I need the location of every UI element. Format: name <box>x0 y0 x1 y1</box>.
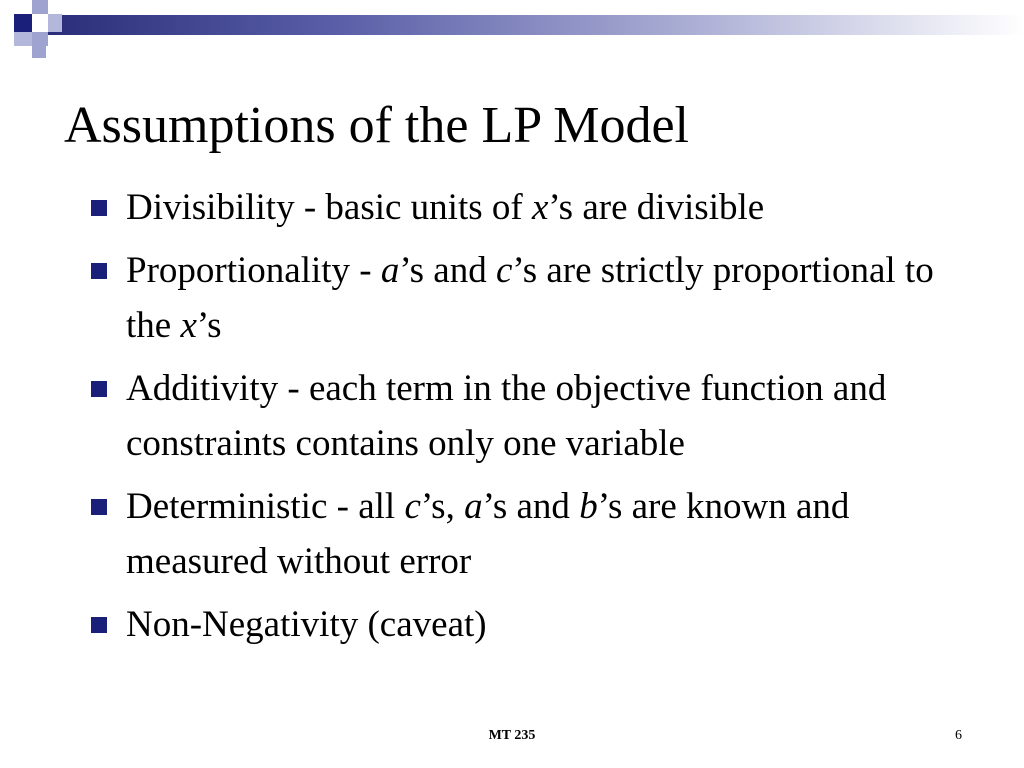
bullet-text: ’s are known and measured without error <box>126 486 850 582</box>
header-square-light-2 <box>48 14 62 32</box>
header-square-dark-1 <box>14 14 32 32</box>
bullet-list <box>88 180 968 660</box>
bullet-text: Additivity - each term in the objective function and constraints contains only one variable <box>126 368 887 464</box>
bullet-square-icon <box>91 499 107 515</box>
bullet-item <box>88 243 968 353</box>
bullet-text: Divisibility - basic units of <box>126 187 532 228</box>
bullet-item <box>88 597 968 652</box>
bullet-variable-text: c <box>495 250 513 291</box>
bullet-item <box>88 479 968 589</box>
bullet-text: ’s and <box>482 486 580 527</box>
bullet-text: ’s are divisible <box>548 187 765 228</box>
bullet-variable-text: x <box>180 305 197 346</box>
bullet-text: ’s <box>196 305 222 346</box>
bullet-variable-text: a <box>380 250 400 291</box>
bullet-text: Proportionality - <box>126 250 381 291</box>
bullet-square-icon <box>91 617 107 633</box>
header-decoration <box>0 0 1024 60</box>
bullet-text: Deterministic - all <box>126 486 405 527</box>
header-square-light-1 <box>32 0 48 14</box>
footer-course: MT 235 <box>488 728 536 743</box>
bullet-text: ’s are strictly proportional to the <box>126 250 934 346</box>
footer-page-number: 6 <box>955 728 962 743</box>
header-square-light-3 <box>14 32 32 46</box>
bullet-variable-text: b <box>579 486 598 527</box>
header-gradient-bar <box>48 15 1024 35</box>
bullet-square-icon <box>91 263 107 279</box>
bullet-text: Non-Negativity (caveat) <box>126 604 487 645</box>
bullet-variable-text: x <box>531 187 549 228</box>
bullet-square-icon <box>91 200 107 216</box>
bullet-variable-text: a <box>464 486 483 527</box>
bullet-item <box>88 180 968 235</box>
bullet-text: ’s and <box>399 250 496 291</box>
header-square-light-4 <box>32 32 48 46</box>
header-square-light-5 <box>32 46 46 58</box>
bullet-item <box>88 361 968 471</box>
slide-title: Assumptions of the LP Model <box>64 97 689 154</box>
bullet-text: ’s, <box>420 486 465 527</box>
bullet-variable-text: c <box>404 486 421 527</box>
bullet-square-icon <box>91 381 107 397</box>
